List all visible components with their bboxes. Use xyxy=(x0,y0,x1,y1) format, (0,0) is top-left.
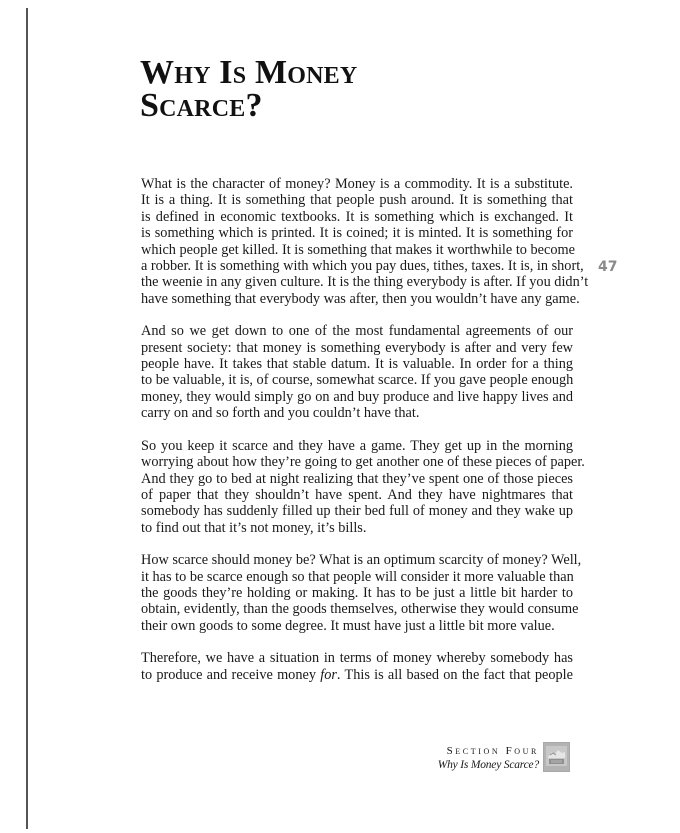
text-line: have something that everybody was after, then you wouldn’t have any game. xyxy=(141,290,580,307)
text-line: the goods they’re holding or making. It has to be just a little bit harder to xyxy=(141,584,573,601)
paragraph-4 xyxy=(141,552,582,634)
footer-section-label: Section Four xyxy=(446,745,539,757)
text-line: of paper that they shouldn’t have spent. And they have nightmares that xyxy=(141,486,573,503)
text-line-with-italic: to produce and receive money for. This is all based on the fact that people xyxy=(141,666,574,683)
text-line: So you keep it scarce and they have a game. They get up in the morning xyxy=(141,437,573,454)
text-line: which people get killed. It is something that makes it worthwhile to become xyxy=(141,241,575,258)
chapter-title-line-1: Why Is Money xyxy=(140,54,358,91)
paragraph-1 xyxy=(141,176,589,307)
text-line: it has to be scarce enough so that people will consider it more valuable than xyxy=(141,568,574,585)
emphasized-word: for xyxy=(320,666,337,683)
page-number: 47 xyxy=(598,259,618,275)
section-thumbnail-icon xyxy=(543,742,570,772)
text-line: What is the character of money? Money is a commodity. It is a substitute. xyxy=(141,176,573,192)
text-line: to find out that it’s not money, it’s bills. xyxy=(141,519,367,536)
text-line: Therefore, we have a situation in terms of money whereby somebody has xyxy=(141,650,573,667)
text-line: worrying about how they’re going to get another one of these pieces of paper. xyxy=(141,454,585,471)
paragraph-2 xyxy=(141,323,573,421)
text-line: present society: that money is something everybody is after and very few xyxy=(141,339,573,356)
text-line: their own goods to some degree. It must have just a little bit more value. xyxy=(141,617,555,634)
text-line: How scarce should money be? What is an optimum scarcity of money? Well, xyxy=(141,552,582,569)
text-line: And they go to bed at night realizing that they’ve spent one of those pieces xyxy=(141,470,573,487)
text-line: It is a thing. It is something that people push around. It is something that xyxy=(141,192,573,209)
text-line: a robber. It is something with which you pay dues, tithes, taxes. It is, in short, xyxy=(141,258,584,275)
body-text xyxy=(141,176,589,699)
text-line: money, they would simply go on and buy produce and live happy lives and xyxy=(141,388,573,405)
text-line: carry on and so forth and you couldn’t have that. xyxy=(141,405,420,422)
text-line: the weenie in any given culture. It is the thing everybody is after. If you didn’t xyxy=(141,274,589,291)
paragraph-3 xyxy=(141,437,585,536)
text-line: somebody has suddenly filled up their bed full of money and they wake up xyxy=(141,503,573,520)
paragraph-5 xyxy=(141,650,573,683)
running-footer xyxy=(438,745,539,772)
chapter-title xyxy=(140,56,560,122)
text-line: obtain, evidently, than the goods themselves, otherwise they would consume xyxy=(141,601,579,618)
text-line: And so we get down to one of the most fundamental agreements of our xyxy=(141,323,573,340)
text-line: is defined in economic textbooks. It is something which is exchanged. It xyxy=(141,208,573,225)
page-spine-rule xyxy=(26,8,28,829)
chapter-title-line-2: Scarce? xyxy=(140,87,263,124)
text-line: people have. It takes that stable datum. It is valuable. In order for a thing xyxy=(141,356,573,373)
footer-chapter-title: Why Is Money Scarce? xyxy=(437,759,539,771)
text-line: is something which is printed. It is coined; it is minted. It is something for xyxy=(141,225,573,242)
text-line: to be valuable, it is, of course, somewhat scarce. If you gave people enough xyxy=(141,372,574,389)
